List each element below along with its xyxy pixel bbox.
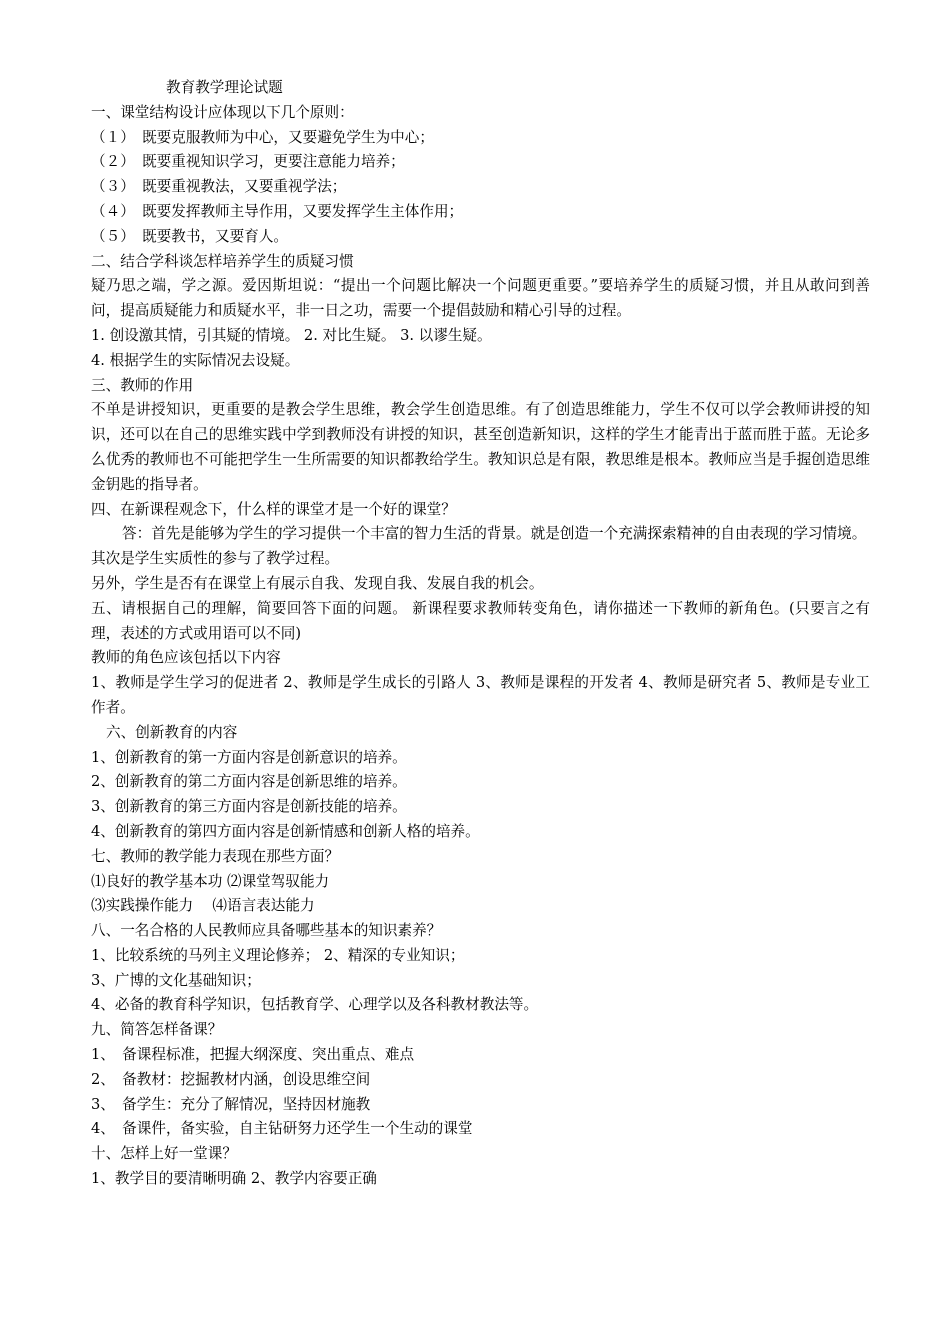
section-4-heading: 四、在新课程观念下，什么样的课堂才是一个好的课堂？ xyxy=(91,500,456,518)
section-6-heading: 六、创新教育的内容 xyxy=(106,723,238,741)
list-item: 1、 备课程标准，把握大纲深度、突出重点、难点 xyxy=(91,1046,415,1064)
list-item: 4、必备的教育科学知识，包括教育学、心理学以及各科教材教法等。 xyxy=(91,996,539,1014)
list-item: （３） 既要重视教法，又要重视学法； xyxy=(91,178,347,196)
list-item: 2、 备教材：挖掘教材内涵，创设思维空间 xyxy=(91,1070,371,1088)
list-item: 3、 备学生：充分了解情况，坚持因材施教 xyxy=(91,1095,371,1113)
list-item: 3、广博的文化基础知识； xyxy=(91,971,261,989)
list-item: 3、创新教育的第三方面内容是创新技能的培养。 xyxy=(91,798,407,816)
section-7-heading: 七、教师的教学能力表现在那些方面？ xyxy=(91,847,340,865)
section-7-line: ⑶实践操作能力 ⑷语言表达能力 xyxy=(91,897,315,915)
section-5-heading: 五、请根据自己的理解，简要回答下面的问题。 新课程要求教师转变角色，请你描述一下教师的新角色。(只要言之有理，表述的方式或用语可以不同) xyxy=(91,599,870,642)
section-5-roles: 1、教师是学生学习的促进者 2、教师是学生成长的引路人 3、教师是课程的开发者 4、教师是研究者 5、教师是专业工作者。 xyxy=(91,674,870,716)
section-3-paragraph: 不单是讲授知识，更重要的是教会学生思维，教会学生创造思维。有了创造思维能力，学生不仅可以学会教师讲授的知识，还可以在自己的思维实践中学到教师没有讲授的知识，甚至创造新知识，这样的学生才能青出于蓝而胜于蓝。无论多么优秀的教师也不可能把学生一生所需要的知识都教给学生。教知识总是有限，教思维是根本。教师应当是手握创造思维金钥匙的指导者。 xyxy=(91,401,870,493)
list-item: （２） 既要重视知识学习，更要注意能力培养； xyxy=(91,153,405,171)
list-item: 2、创新教育的第二方面内容是创新思维的培养。 xyxy=(91,773,407,791)
section-4-answer: 答：首先是能够为学生的学习提供一个丰富的智力生活的背景。就是创造一个充满探索精神的自由表现的学习情境。 xyxy=(122,525,867,543)
section-7-line: ⑴良好的教学基本功 ⑵课堂驾驭能力 xyxy=(91,872,330,890)
section-9-heading: 九、简答怎样备课？ xyxy=(91,1021,223,1039)
list-item: 1、创新教育的第一方面内容是创新意识的培养。 xyxy=(91,748,407,766)
section-4-line: 另外，学生是否有在课堂上有展示自我、发现自我、发展自我的机会。 xyxy=(91,574,544,592)
list-item: （１） 既要克服教师为中心，又要避免学生为中心； xyxy=(91,128,434,146)
section-1-heading: 一、课堂结构设计应体现以下几个原则： xyxy=(91,103,354,121)
section-8-heading: 八、一名合格的人民教师应具备哪些基本的知识素养？ xyxy=(91,922,442,940)
list-item: 4、 备课件，备实验，自主钻研努力还学生一个生动的课堂 xyxy=(91,1120,473,1138)
list-item: （４） 既要发挥教师主导作用，又要发挥学生主体作用； xyxy=(91,202,464,220)
section-5-intro: 教师的角色应该包括以下内容 xyxy=(91,649,281,667)
list-item: 4、创新教育的第四方面内容是创新情感和创新人格的培养。 xyxy=(91,822,480,840)
list-item: （５） 既要教书，又要育人。 xyxy=(91,227,289,245)
section-10-line: 1、教学目的要清晰明确 2、教学内容要正确 xyxy=(91,1170,377,1188)
section-3-heading: 三、教师的作用 xyxy=(91,376,194,394)
list-item: 1、比较系统的马列主义理论修养； 2、精深的专业知识； xyxy=(91,946,465,964)
section-4-line: 其次是学生实质性的参与了教学过程。 xyxy=(91,550,340,568)
section-2-paragraph: 疑乃思之端，学之源。爱因斯坦说：“提出一个问题比解决一个问题更重要。”要培养学生的质疑习惯，并且从敢问到善问，提高质疑能力和质疑水平，非一日之功，需要一个提倡鼓励和精心引导的过程。 xyxy=(91,277,870,320)
section-2-methods-cont: 4. 根据学生的实际情况去设疑。 xyxy=(91,351,300,369)
section-2-heading: 二、结合学科谈怎样培养学生的质疑习惯 xyxy=(91,252,354,270)
document-title: 教育教学理论试题 xyxy=(166,79,283,96)
section-10-heading: 十、怎样上好一堂课？ xyxy=(91,1145,237,1163)
section-2-methods: 1. 创设激其情，引其疑的情境。 2. 对比生疑。 3. 以谬生疑。 xyxy=(91,326,492,344)
